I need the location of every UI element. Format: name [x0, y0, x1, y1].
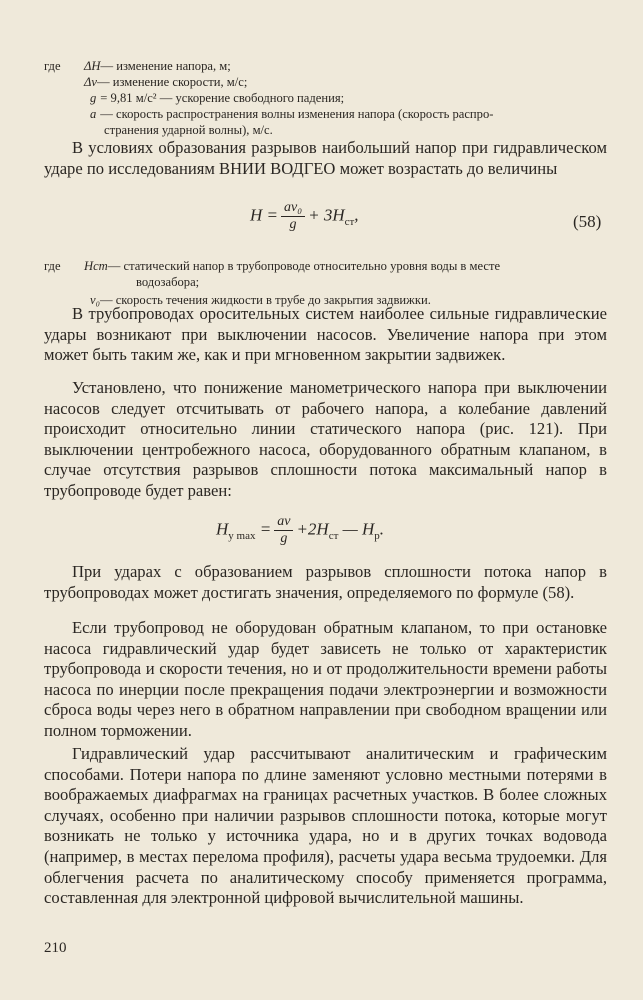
- formula-hymax: [216, 514, 384, 547]
- fraction: [274, 514, 293, 547]
- definitions-1: [44, 58, 607, 138]
- definition-symbol: Hст: [84, 259, 108, 273]
- definition-symbol: ΔH: [84, 59, 101, 73]
- definition-row: [44, 258, 607, 274]
- denominator: g: [289, 217, 297, 232]
- definition-row: [44, 90, 607, 106]
- formula-eq: =: [255, 519, 272, 539]
- denominator: g: [280, 531, 288, 546]
- gde-label: где: [44, 59, 61, 73]
- subscript: ст: [344, 215, 355, 228]
- definition-row: [44, 106, 607, 122]
- definitions-2: [44, 258, 607, 308]
- definition-row: [44, 274, 607, 290]
- definition-row: [44, 122, 607, 138]
- paragraph: Установлено, что понижение манометрического напора при выключении насосов следует отсчитывать от рабочего напора, а колебание давлений происходит относительно линии статического напора (рис. 121). При выключении центробежного насоса, оборудованного обратным клапаном, в случае отсутствия разрывов сплошности потока максимальный напор в трубопроводе будет равен:: [44, 378, 607, 500]
- definition-text: — изменение напора, м;: [100, 59, 231, 73]
- formula-term: + 3H: [308, 205, 345, 225]
- formula-term: — H: [338, 519, 375, 539]
- definition-text: — скорость течения жидкости в трубе до закрытия задвижки.: [99, 293, 431, 307]
- numerator: av: [274, 514, 293, 531]
- paragraph: Если трубопровод не оборудован обратным клапаном, то при остановке насоса гидравлический удар будет зависеть не только от характеристик трубопровода и скорости течения, но и от продолжительности времени работы насоса по инерции после прекращения подачи электроэнергии и возможности сброса воды через него в обратном направлении при свободном вращении или полном торможении.: [44, 618, 607, 740]
- subscript: р: [374, 529, 380, 542]
- subscript: y max: [228, 529, 256, 542]
- formula-lhs: H =: [250, 205, 278, 225]
- definition-text: = 9,81 м/с² — ускорение свободного падения;: [100, 91, 345, 105]
- numerator: av₀: [281, 200, 305, 217]
- paragraph: В условиях образования разрывов наибольший напор при гидравлическом ударе по исследованиям ВНИИ ВОДГЕО может возрастать до величины: [44, 138, 607, 178]
- paragraph: При ударах с образованием разрывов сплошности потока напор в трубопроводах может достигать значения, определяемого по формуле (58).: [44, 562, 607, 602]
- definition-text: странения ударной волны), м/с.: [104, 123, 273, 137]
- paragraph: Гидравлический удар рассчитывают аналитическим и графическим способами. Потери напора по длине заменяют условно местными потерями в воображаемых диафрагмах на границах расчетных участков. В более сложных случаях, особенно при наличии разрывов сплошности потока, которые могут возникать не только у источника удара, но и в других точках водовода (например, в местах перелома профиля), расчеты удара весьма трудоемки. Для облегчения расчета по аналитическому способу применяется программа, составленная для электронной цифровой вычислительной машины.: [44, 744, 607, 908]
- definition-text: водозабора;: [136, 275, 200, 289]
- fraction: [281, 200, 305, 233]
- definition-text: — скорость распространения волны изменения напора (скорость распро-: [100, 107, 494, 121]
- subscript: ст: [328, 529, 339, 542]
- definition-symbol: v₀: [90, 293, 100, 307]
- formula-tail: ,: [354, 205, 359, 225]
- equation-number: (58): [573, 212, 602, 231]
- definition-text: — статический напор в трубопроводе относительно уровня воды в месте: [107, 259, 501, 273]
- page-number: 210: [44, 940, 67, 956]
- paragraph: В трубопроводах оросительных систем наиболее сильные гидравлические удары возникают при выключении насосов. Увеличение напора при этом может быть таким же, как и при мгновенном закрытии задвижек.: [44, 304, 607, 365]
- definition-row: [44, 58, 607, 74]
- formula-term: +2H: [296, 519, 329, 539]
- definition-symbol: g: [90, 91, 97, 105]
- formula-lhs: H: [216, 519, 229, 539]
- formula-58: [250, 200, 359, 233]
- gde-label: где: [44, 259, 61, 273]
- formula-tail: .: [379, 519, 385, 539]
- definition-text: — изменение скорости, м/с;: [96, 75, 248, 89]
- definition-symbol: Δv: [84, 75, 97, 89]
- definition-symbol: a: [90, 107, 97, 121]
- definition-row: [44, 74, 607, 90]
